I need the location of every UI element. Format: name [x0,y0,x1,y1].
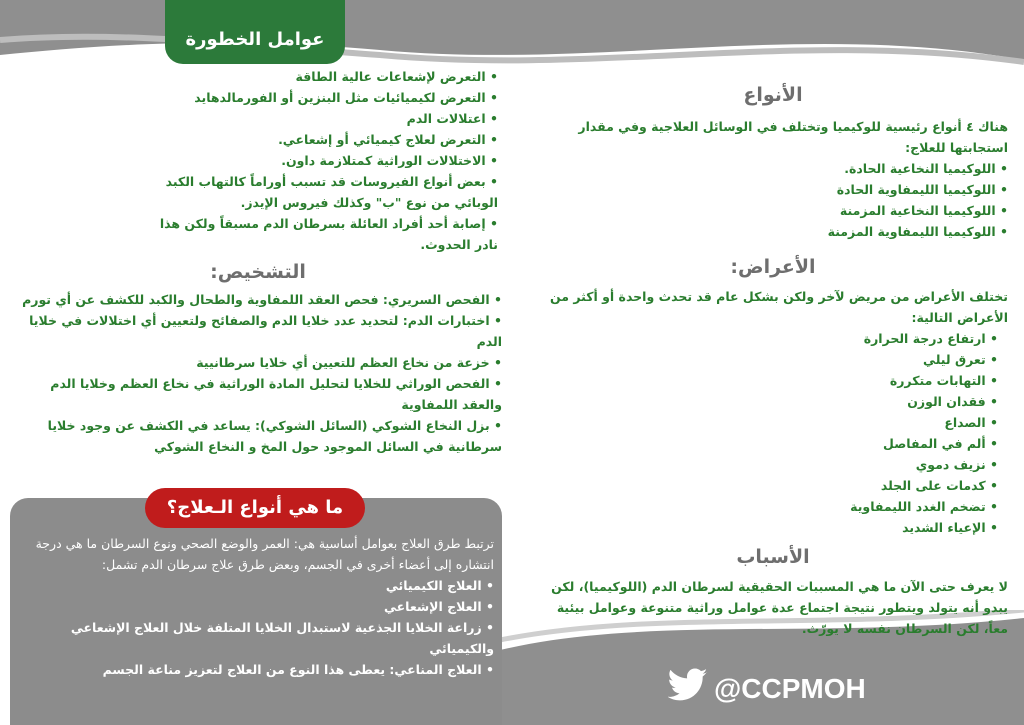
list-item: • بزل النخاع الشوكي (السائل الشوكي): يساعد في الكشف عن وجود خلايا سرطانية في السائل الموجود حول المخ و النخاع الشوكي [14,415,502,457]
list-item: • العلاج المناعي: يعطى هذا النوع من العلاج لتعزيز مناعة الجسم [22,659,494,680]
symptoms-title: الأعراض: [730,256,816,278]
risk-factors-list [14,66,502,255]
right-column [538,80,1008,639]
brand-handle[interactable]: @CCPMOH [714,672,866,704]
list-item: • التعرض لعلاج كيميائي أو إشعاعي. [14,129,498,150]
list-item: • العلاج الإشعاعي [22,596,494,617]
list-item: • نزيف دموي [538,454,998,475]
causes-title: الأسباب [736,546,810,568]
list-item: • اختبارات الدم: لتحديد عدد خلايا الدم والصفائح ولتعيين أي اختلالات في خلايا الدم [14,310,502,352]
list-item: • اللوكيميا الليمفاوية المزمنة [538,221,1008,242]
list-item: • ألم في المفاصل [538,433,998,454]
diagnosis-list [14,289,502,457]
list-item: • اللوكيميا النخاعية المزمنة [538,200,1008,221]
list-item: • بعض أنواع الفيروسات قد تسبب أوراماً كالتهاب الكبد الوبائي من نوع "ب" وكذلك فيروس الإيدز. [14,171,498,213]
list-item: • تعرق ليلي [538,349,998,370]
list-item: • إصابة أحد أفراد العائلة بسرطان الدم مسبقاً ولكن هذا نادر الحدوث. [14,213,498,255]
list-item: • اللوكيميا النخاعية الحادة. [538,158,1008,179]
list-item: • الاختلالات الوراثية كمتلازمة داون. [14,150,498,171]
list-item: • كدمات على الجلد [538,475,998,496]
left-column [14,66,502,457]
treatment-content [22,534,494,680]
twitter-bird-icon [668,668,708,709]
risk-factors-title: عوامل الخطورة [165,0,345,64]
list-item: • التهابات متكررة [538,370,998,391]
list-item: • زراعة الخلايا الجذعية لاستبدال الخلايا المتلفة خلال العلاج الإشعاعي والكيميائي [22,617,494,659]
types-title: الأنواع [743,84,803,106]
list-item: • الصداع [538,412,998,433]
list-item: • اللوكيميا الليمفاوية الحادة [538,179,1008,200]
treatment-list [22,575,494,680]
list-item: • العلاج الكيميائي [22,575,494,596]
symptoms-intro: تختلف الأعراض من مريض لآخر ولكن بشكل عام قد تحدث واحدة أو أكثر من الأعراض التالية: [550,289,1008,325]
brand-handle-group [668,668,866,709]
list-item: • الفحص السريري: فحص العقد اللمفاوية والطحال والكبد للكشف عن أي تورم [14,289,502,310]
list-item: • تضخم الغدد الليمفاوية [538,496,998,517]
list-item: • التعرض لكيميائيات مثل البنزين أو الفورمالدهايد [14,87,498,108]
treatment-intro: ترتبط طرق العلاج بعوامل أساسية هي: العمر والوضع الصحي ونوع السرطان ما هي درجة انتشاره إلى أعضاء أخرى في الجسم، وبعض طرق علاج سرطان الدم تشمل: [35,536,494,572]
treatment-title: ما هي أنواع الـعلاج؟ [145,488,365,528]
list-item: • ارتفاع درجة الحرارة [538,328,998,349]
diagnosis-title: التشخيص: [210,261,306,283]
list-item: • الإعياء الشديد [538,517,998,538]
list-item: • فقدان الوزن [538,391,998,412]
list-item: • الفحص الوراثي للخلايا لتحليل المادة الوراثية في نخاع العظم وخلايا الدم والعقد اللمفاوية [14,373,502,415]
symptoms-list [538,328,1008,538]
types-intro: هناك ٤ أنواع رئيسية للوكيميا وتختلف في الوسائل العلاجية وفي مقدار استجابتها للعلاج: [578,119,1008,155]
list-item: • اعتلالات الدم [14,108,498,129]
list-item: • التعرض لإشعاعات عالية الطاقة [14,66,498,87]
causes-text: لا يعرف حتى الآن ما هي المسببات الحقيقية لسرطان الدم (اللوكيميا)، لكن يبدو أنه يتولد ويتطور نتيجة اجتماع عدة عوامل وراثية متنوعة وعوامل بيئية معاً، لكن السرطان نفسه لا يورّث. [551,579,1008,636]
types-list [538,158,1008,242]
list-item: • خزعة من نخاع العظم للتعيين أي خلايا سرطانيية [14,352,502,373]
